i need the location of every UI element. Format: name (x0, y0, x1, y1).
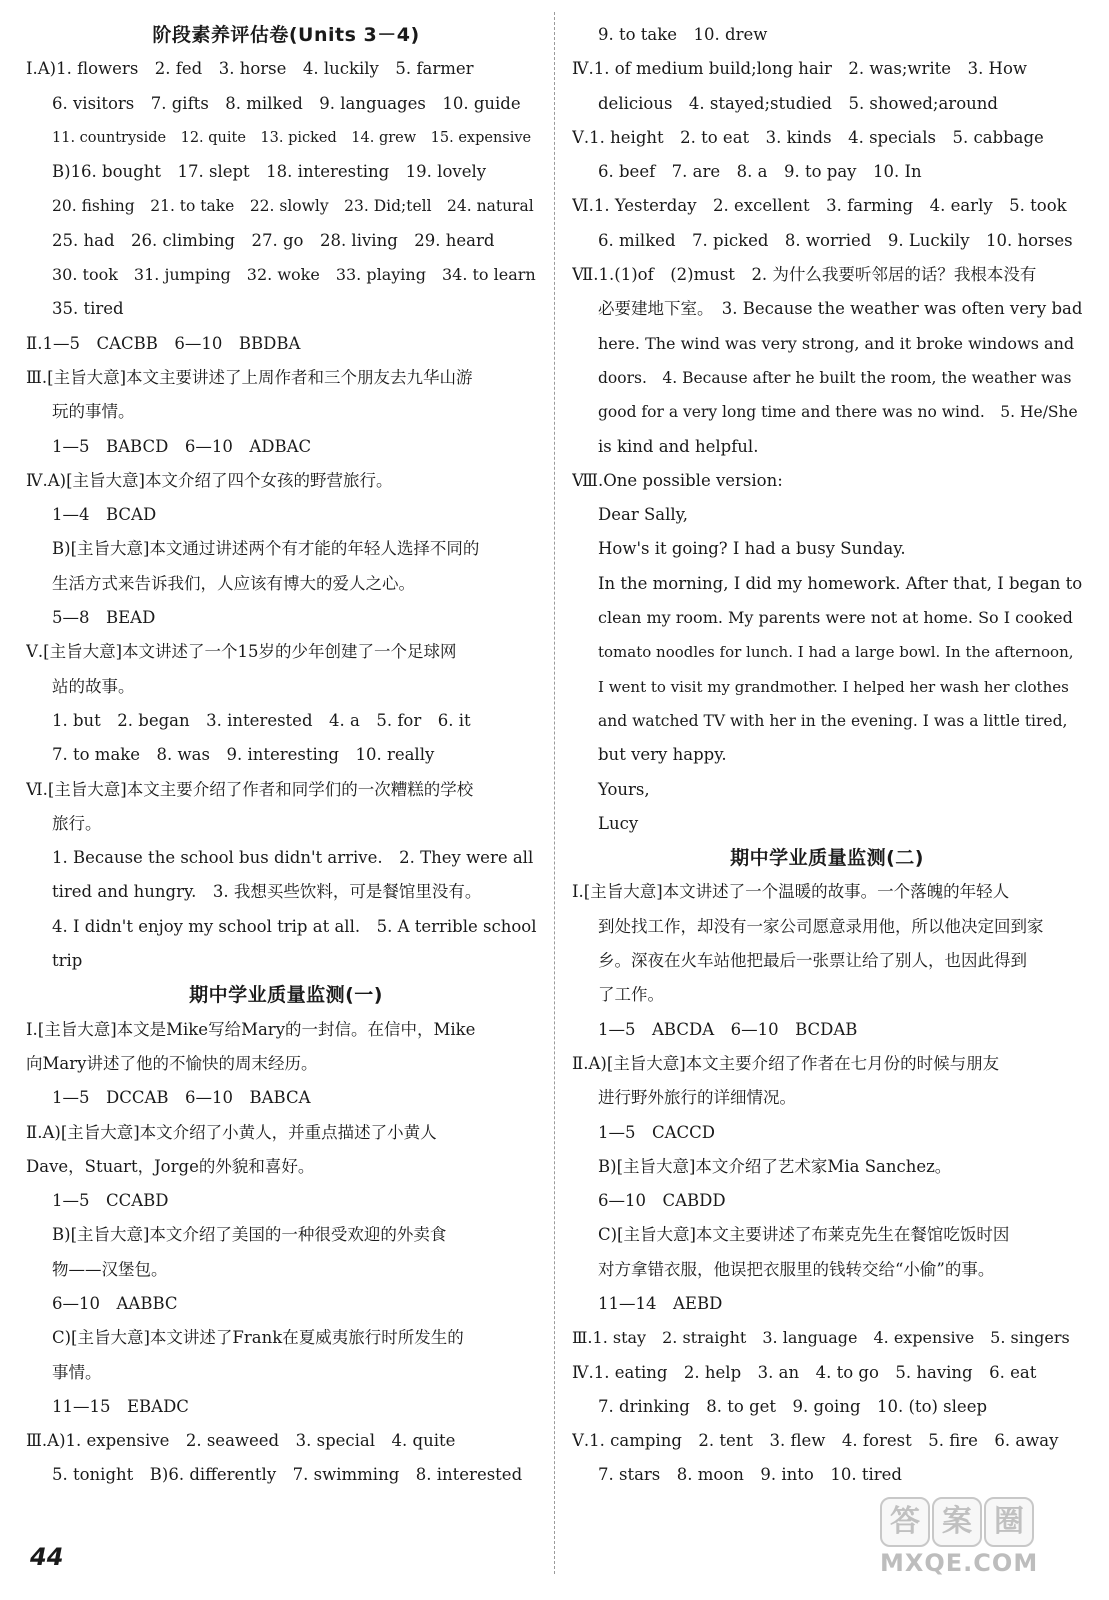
column-divider (554, 12, 555, 1574)
answer-line: 11—14 AEBD (598, 1293, 723, 1313)
answer-line: Yours, (598, 779, 650, 799)
answer-line: B)[主旨大意]本文介绍了美国的一种很受欢迎的外卖食 (52, 1225, 447, 1245)
right-column (572, 18, 1082, 1493)
answer-line: 对方拿错衣服，他误把衣服里的钱转交给“小偷”的事。 (598, 1259, 995, 1279)
answer-line: 5—8 BEAD (52, 608, 156, 628)
answer-line: Ⅰ.A)1. flowers 2. fed 3. horse 4. luckily 5. farmer (26, 59, 474, 79)
answer-line: Ⅲ.1. stay 2. straight 3. language 4. expensive 5. singers (572, 1328, 1070, 1348)
answer-line: good for a very long time and there was no wind. 5. He/She (598, 403, 1078, 422)
answer-line: Ⅶ.1.(1)of (2)must 2. 为什么我要听邻居的话？我根本没有 (572, 265, 1037, 285)
answer-line: 7. to make 8. was 9. interesting 10. really (52, 745, 435, 765)
watermark-logo (880, 1497, 1090, 1587)
answer-line: Lucy (598, 813, 639, 833)
left-column (26, 18, 546, 1493)
answer-line: 6. beef 7. are 8. a 9. to pay 10. In (598, 162, 922, 182)
answer-line: 30. took 31. jumping 32. woke 33. playing 34. to learn (52, 265, 536, 285)
section-title: 阶段素养评估卷(Units 3－4) (152, 24, 420, 46)
answer-line: C)[主旨大意]本文讲述了Frank在夏威夷旅行时所发生的 (52, 1328, 464, 1348)
watermark-url: MXQE.COM (880, 1549, 1039, 1577)
answer-line: Ⅱ.A)[主旨大意]本文主要介绍了作者在七月份的时候与朋友 (572, 1053, 1000, 1073)
answer-line: 事情。 (52, 1362, 102, 1382)
answer-line: 旅行。 (52, 813, 102, 833)
answer-line: Ⅵ.[主旨大意]本文主要介绍了作者和同学们的一次糟糕的学校 (26, 779, 474, 799)
answer-line: 6—10 AABBC (52, 1293, 178, 1313)
answer-line: trip (52, 951, 83, 971)
answer-line: 20. fishing 21. to take 22. slowly 23. Did;tell 24. natural (52, 197, 534, 216)
answer-line: 乡。深夜在火车站他把最后一张票让给了别人，也因此得到 (598, 951, 1027, 971)
answer-line: Ⅲ.[主旨大意]本文主要讲述了上周作者和三个朋友去九华山游 (26, 367, 473, 387)
answer-line: delicious 4. stayed;studied 5. showed;around (598, 93, 998, 113)
answer-line: 了工作。 (598, 985, 664, 1005)
answer-line: B)[主旨大意]本文介绍了艺术家Mia Sanchez。 (598, 1156, 952, 1176)
answer-line: Ⅴ.1. height 2. to eat 3. kinds 4. specials 5. cabbage (572, 127, 1044, 147)
answer-line: 进行野外旅行的详细情况。 (598, 1088, 796, 1108)
answer-line: Ⅷ.One possible version: (572, 470, 783, 490)
answer-line: Ⅴ.[主旨大意]本文讲述了一个15岁的少年创建了一个足球网 (26, 642, 457, 662)
answer-line: 1—5 DCCAB 6—10 BABCA (52, 1088, 311, 1108)
section-title: 期中学业质量监测(一) (189, 984, 383, 1007)
answer-line: B)[主旨大意]本文通过讲述两个有才能的年轻人选择不同的 (52, 539, 480, 559)
answer-line: 到处找工作，却没有一家公司愿意录用他，所以他决定回到家 (598, 916, 1044, 936)
answer-line: here. The wind was very strong, and it broke windows and (598, 333, 1075, 353)
answer-line: but very happy. (598, 745, 727, 765)
answer-line: 玩的事情。 (52, 402, 135, 422)
answer-line: 1—5 CACCD (598, 1122, 716, 1142)
answer-line: 9. to take 10. drew (598, 25, 768, 44)
page-number: 44 (30, 1543, 64, 1571)
answer-line: 5. tonight B)6. differently 7. swimming 8. interested (52, 1465, 523, 1485)
answer-line: 物——汉堡包。 (52, 1259, 168, 1279)
answer-line: 向Mary讲述了他的不愉快的周末经历。 (26, 1053, 318, 1073)
answer-line: 7. drinking 8. to get 9. going 10. (to) sleep (598, 1396, 988, 1416)
answer-line: 11—15 EBADC (52, 1396, 189, 1416)
answer-line: tired and hungry. 3. 我想买些饮料，可是餐馆里没有。 (52, 882, 482, 902)
answer-line: Ⅳ.1. of medium build;long hair 2. was;write 3. How (572, 59, 1027, 79)
watermark-char: 圈 (984, 1497, 1034, 1547)
answer-line: In the morning, I did my homework. After that, I began to (598, 573, 1082, 593)
answer-line: 6—10 CABDD (598, 1191, 726, 1211)
answer-line: How's it going? I had a busy Sunday. (598, 539, 906, 559)
answer-line: Dave，Stuart，Jorge的外貌和喜好。 (26, 1156, 315, 1176)
answer-line: Ⅱ.A)[主旨大意]本文介绍了小黄人，并重点描述了小黄人 (26, 1122, 437, 1142)
answer-line: Ⅴ.1. camping 2. tent 3. flew 4. forest 5. fire 6. away (572, 1431, 1059, 1451)
answer-line: 1—5 CCABD (52, 1191, 169, 1211)
answer-line: 站的故事。 (52, 676, 135, 696)
answer-line: C)[主旨大意]本文主要讲述了布莱克先生在餐馆吃饭时因 (598, 1225, 1010, 1245)
answer-line: I went to visit my grandmother. I helped her wash her clothes (598, 677, 1069, 696)
answer-line: 1. Because the school bus didn't arrive. 2. They were all (52, 848, 534, 868)
answer-line: is kind and helpful. (598, 436, 759, 456)
answer-line: Ⅳ.A)[主旨大意]本文介绍了四个女孩的野营旅行。 (26, 470, 393, 490)
answer-line: 1—5 ABCDA 6—10 BCDAB (598, 1019, 858, 1039)
answer-line: 必要建地下室。 3. Because the weather was often very bad (598, 299, 1082, 319)
answer-line: 生活方式来告诉我们，人应该有博大的爱人之心。 (52, 573, 415, 593)
answer-line: doors. 4. Because after he built the room, the weather was (598, 368, 1072, 387)
answer-line: Ⅳ.1. eating 2. help 3. an 4. to go 5. having 6. eat (572, 1362, 1037, 1382)
answer-line: 4. I didn't enjoy my school trip at all. 5. A terrible school (52, 916, 537, 936)
answer-line: Ⅰ.[主旨大意]本文是Mike写给Mary的一封信。在信中，Mike (26, 1019, 476, 1039)
answer-line: 1. but 2. began 3. interested 4. a 5. for 6. it (52, 710, 471, 730)
answer-line: Ⅰ.[主旨大意]本文讲述了一个温暖的故事。一个落魄的年轻人 (572, 882, 1010, 902)
section-title: 期中学业质量监测(二) (730, 847, 924, 870)
answer-line: 25. had 26. climbing 27. go 28. living 29. heard (52, 230, 495, 250)
answer-line: Ⅱ.1—5 CACBB 6—10 BBDBA (26, 333, 301, 353)
answer-line: 1—5 BABCD 6—10 ADBAC (52, 436, 312, 456)
answer-line: clean my room. My parents were not at home. So I cooked (598, 608, 1073, 628)
answer-line: 11. countryside 12. quite 13. picked 14. grew 15. expensive (52, 129, 532, 146)
answer-line: and watched TV with her in the evening. I was a little tired, (598, 711, 1068, 730)
watermark-char: 答 (880, 1497, 930, 1547)
answer-line: 6. milked 7. picked 8. worried 9. Luckily 10. horses (598, 230, 1073, 250)
answer-line: Ⅵ.1. Yesterday 2. excellent 3. farming 4. early 5. took (572, 196, 1067, 216)
answer-line: B)16. bought 17. slept 18. interesting 19. lovely (52, 162, 487, 182)
answer-line: Dear Sally, (598, 505, 689, 525)
watermark-char: 案 (932, 1497, 982, 1547)
answer-line: 35. tired (52, 299, 124, 319)
answer-line: 1—4 BCAD (52, 505, 157, 525)
answer-line: 6. visitors 7. gifts 8. milked 9. languages 10. guide (52, 93, 521, 113)
answer-line: Ⅲ.A)1. expensive 2. seaweed 3. special 4. quite (26, 1431, 456, 1451)
answer-line: 7. stars 8. moon 9. into 10. tired (598, 1465, 902, 1485)
answer-line: tomato noodles for lunch. I had a large bowl. In the afternoon, (598, 643, 1074, 662)
